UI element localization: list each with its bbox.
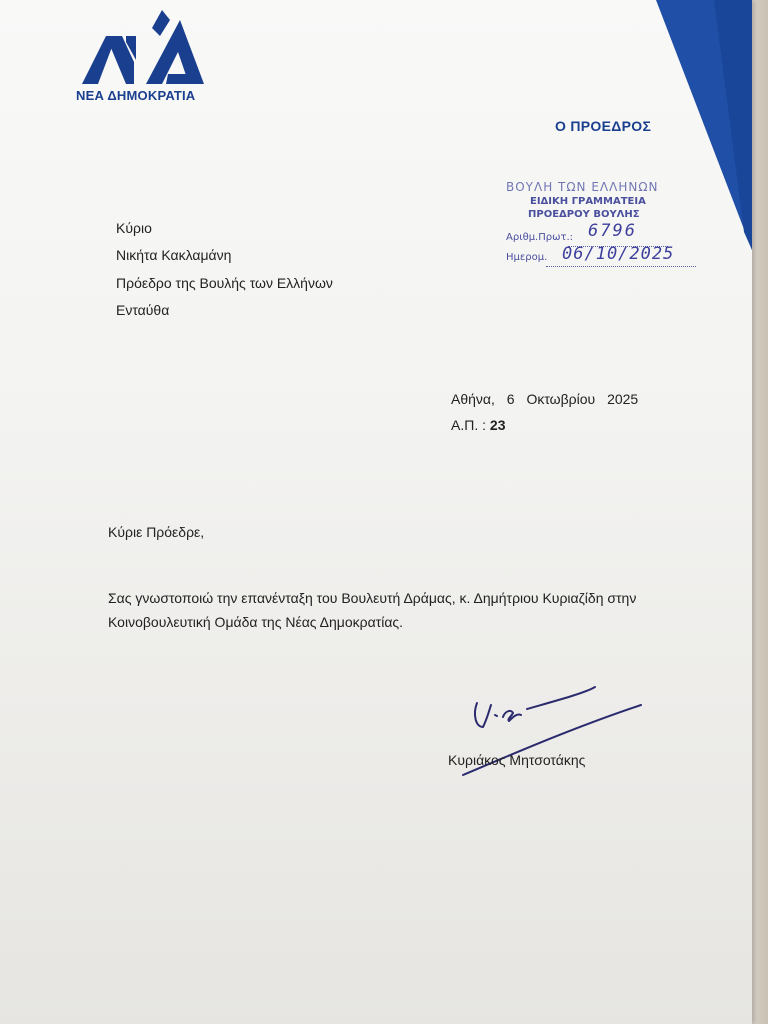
stamp-protocol-label: Αριθμ.Πρωτ.:	[506, 232, 574, 243]
stamp-line-secretariat: ΕΙΔΙΚΗ ΓΡΑΜΜΑΤΕΙΑ	[530, 196, 646, 207]
logo-wordmark: ΝΕΑ ΔΗΜΟΚΡΑΤΙΑ	[76, 88, 196, 103]
recipient-name: Νικήτα Κακλαμάνη	[116, 247, 232, 263]
stamp-date-label: Ημερομ.	[506, 252, 548, 263]
stamp-line-parliament: ΒΟΥΛΗ ΤΩΝ ΕΛΛΗΝΩΝ	[506, 180, 659, 194]
letter-date: Αθήνα, 6 Οκτωβρίου 2025	[451, 391, 639, 407]
handwritten-signature	[455, 683, 655, 783]
reference-label: Α.Π. :	[451, 417, 487, 433]
stamp-protocol-number: 6796	[588, 221, 637, 241]
letter-salutation: Κύριε Πρόεδρε,	[108, 524, 205, 540]
reference-number-line	[451, 417, 505, 433]
parliament-received-stamp	[506, 180, 706, 270]
new-democracy-logo-icon	[76, 10, 208, 86]
recipient-location: Ενταύθα	[116, 302, 170, 318]
recipient-salutation-line: Κύριο	[116, 220, 152, 236]
stamp-line-speaker: ΠΡΟΕΔΡΟΥ ΒΟΥΛΗΣ	[528, 209, 640, 220]
reference-number: 23	[489, 417, 506, 433]
date-dotted-line	[546, 266, 696, 267]
signatory-name: Κυριάκος Μητσοτάκης	[448, 752, 586, 768]
letter-body: Σας γνωστοποιώ την επανένταξη του Βουλευτή Δράμας, κ. Δημήτριου Κυριαζίδη στην Κοινοβουλευτική Ομάδα της Νέας Δημοκρατίας.	[108, 590, 637, 630]
office-title: Ο ΠΡΟΕΔΡΟΣ	[555, 118, 652, 134]
recipient-title: Πρόεδρο της Βουλής των Ελλήνων	[116, 275, 333, 291]
stamp-date-value: 06/10/2025	[562, 244, 675, 264]
